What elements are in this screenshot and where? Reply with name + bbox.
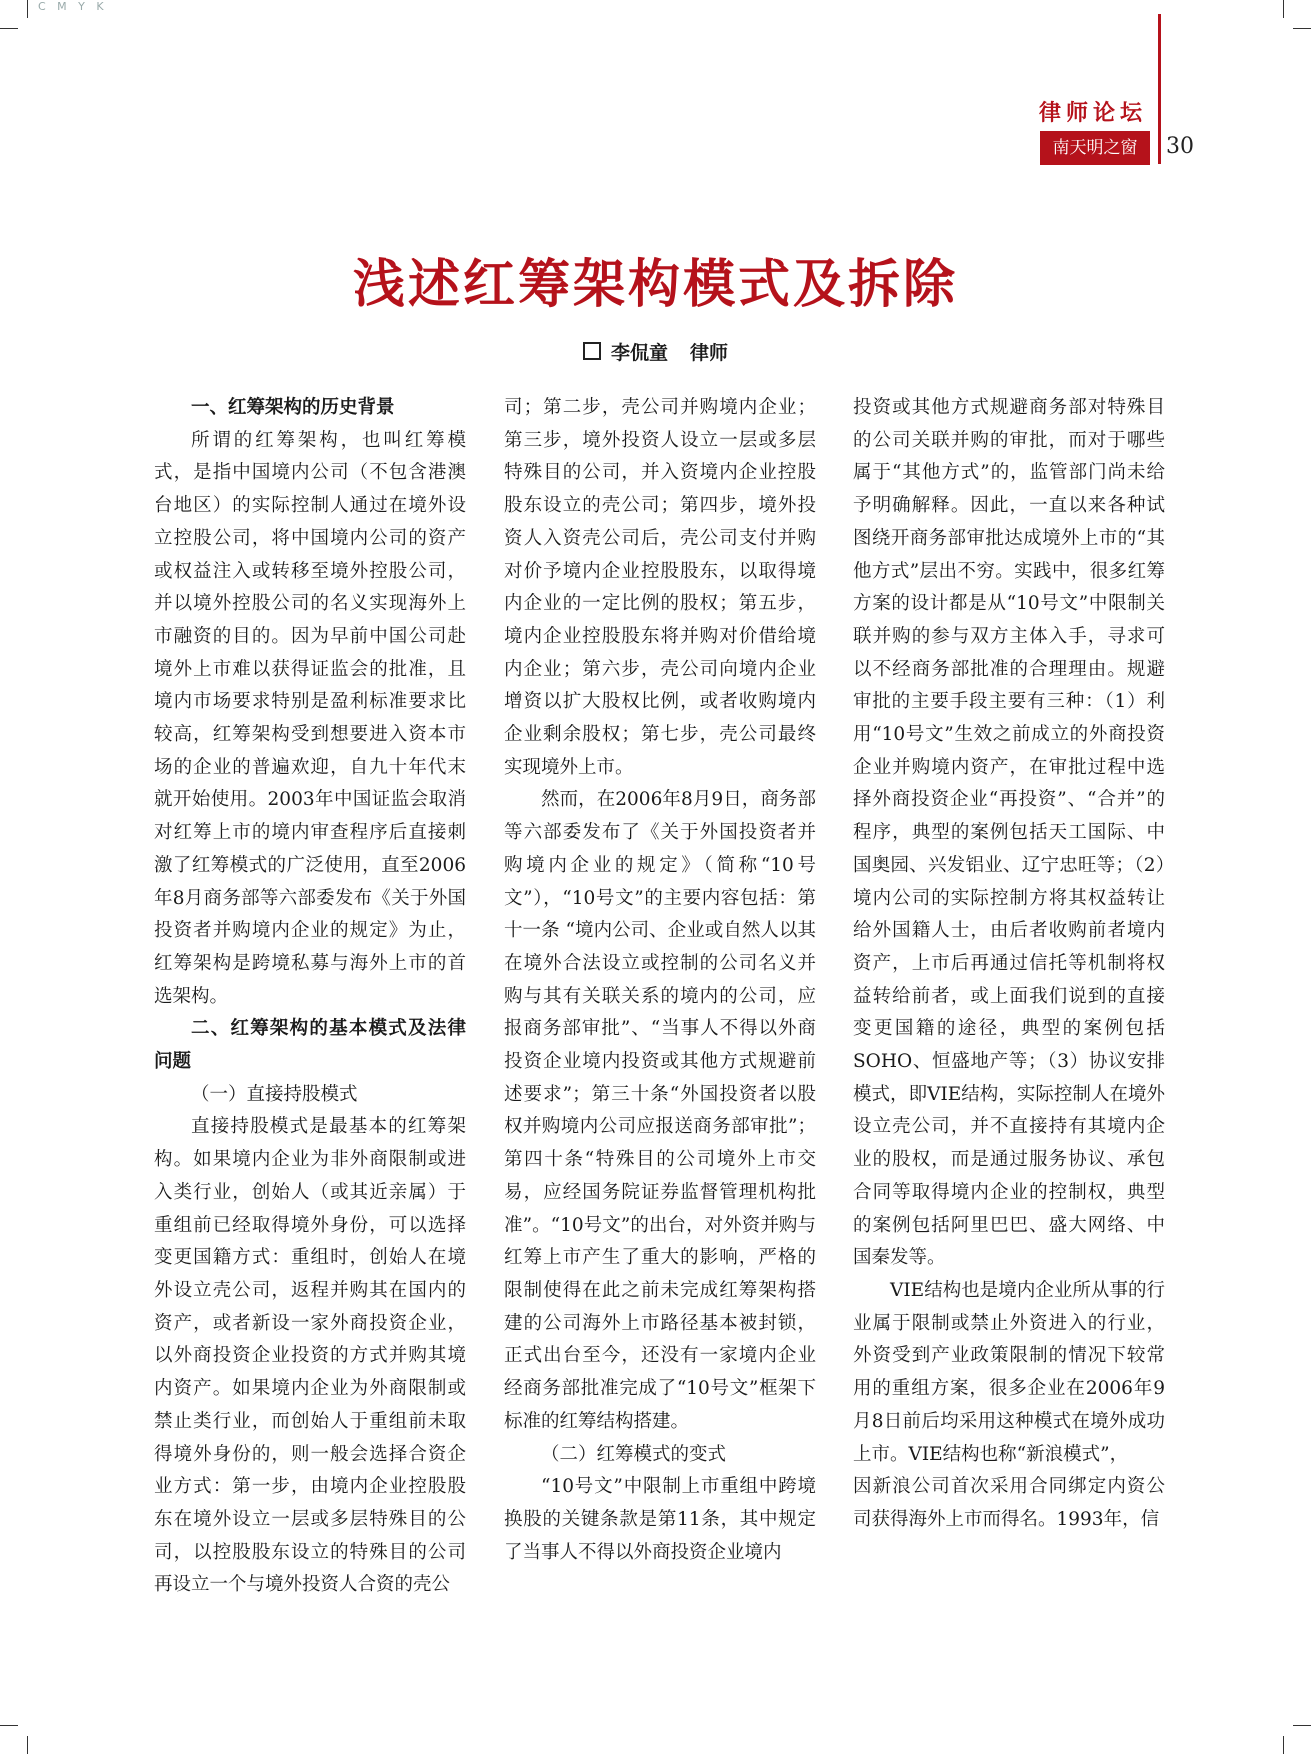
header-rule bbox=[1158, 14, 1161, 164]
cmyk-registration-label: C M Y K bbox=[38, 0, 108, 13]
crop-mark bbox=[27, 0, 28, 18]
text-column-2 bbox=[504, 392, 816, 1569]
crop-mark bbox=[27, 1736, 28, 1754]
column-tag: 南天明之窗 bbox=[1040, 131, 1150, 165]
paragraph: VIE结构也是境内企业所从事的行业属于限制或禁止外资进入的行业，外资受到产业政策限制的情况下较常用的重组方案，很多企业在2006年9月8日前后均采用这种模式在境外成功上市。VIE结构也称“新浪模式”， bbox=[853, 1279, 1165, 1465]
paragraph: “10号文”中限制上市重组中跨境换股的关键条款是第11条，其中规定了当事人不得以外商投资企业境内 bbox=[504, 1476, 816, 1563]
crop-mark bbox=[1293, 1725, 1311, 1726]
paragraph-continued: 司；第二步，壳公司并购境内企业；第三步，境外投资人设立一层或多层特殊目的公司，并入资境内企业控股股东设立的壳公司；第四步，境外投资人入资壳公司后，壳公司支付并购对价予境内企业控股股东，以取得境内企业的一定比例的股权；第五步，境内企业控股股东将并购对价借给境内企业；第六步，壳公司向境内企业增资以扩大股权比例，或者收购境内企业剩余股权；第七步，壳公司最终实现境外上市。 bbox=[504, 397, 816, 778]
crop-mark bbox=[0, 28, 18, 29]
crop-mark bbox=[1293, 28, 1311, 29]
page-number: 30 bbox=[1166, 134, 1194, 159]
article-title: 浅述红筹架构模式及拆除 bbox=[352, 255, 958, 315]
subsection-heading: （二）红筹模式的变式 bbox=[541, 1443, 727, 1465]
author-name: 李侃童 bbox=[610, 342, 668, 364]
paragraph: 所谓的红筹架构，也叫红筹模式，是指中国境内公司（不包含港澳台地区）的实际控制人通过在境外设立控股公司，将中国境内公司的资产或权益注入或转移至境外控股公司，并以境外控股公司的名义实现海外上市融资的目的。因为早前中国公司赴境外上市难以获得证监会的批准，且境内市场要求特别是盈利标准要求比较高，红筹架构受到想要进入资本市场的企业的普遍欢迎，自九十年代末就开始使用。2003年中国证监会取消对红筹上市的境内审查程序后直接刺激了红筹模式的广泛使用，直至2006年8月商务部等六部委发布《关于外国投资者并购境内企业的规定》为止，红筹架构是跨境私募与海外上市的首选架构。 bbox=[154, 429, 466, 1007]
crop-mark bbox=[0, 1725, 18, 1726]
paragraph: 然而，在2006年8月9日，商务部等六部委发布了《关于外国投资者并购境内企业的规定》（简称“10号文”），“10号文”的主要内容包括：第十一条 “境内公司、企业或自然人以其在境外合法设立或控制的公司名义并购与其有关联关系的境内的公司，应报商务部审批”、“当事人不得以外商投资企业境内投资或其他方式规避前述要求”；第三十条“外国投资者以股权并购境内公司应报送商务部审批”；第四十条“特殊目的公司境外上市交易，应经国务院证券监督管理机构批准”。“10号文”的出台，对外资并购与红筹上市产生了重大的影响，严格的限制使得在此之前未完成红筹架构搭建的公司海外上市路径基本被封锁，正式出台至今，还没有一家境内企业经商务部批准完成了“10号文”框架下标准的红筹结构搭建。 bbox=[504, 789, 816, 1432]
square-bullet-icon bbox=[583, 342, 601, 360]
paragraph: 直接持股模式是最基本的红筹架构。如果境内企业为非外商限制或进入类行业，创始人（或其近亲属）于重组前已经取得境外身份，可以选择变更国籍方式：重组时，创始人在境外设立壳公司，返程并购其在国内的资产，或者新设一家外商投资企业，以外商投资企业投资的方式并购其境内资产。如果境内企业为外商限制或禁止类行业，而创始人于重组前未取得境外身份的，则一般会选择合资企业方式：第一步，由境内企业控股股东在境外设立一层或多层特殊目的公司，以控股股东设立的特殊目的公司再设立一个与境外投资人合资的壳公 bbox=[154, 1116, 466, 1596]
crop-mark bbox=[1283, 0, 1284, 18]
subsection-heading: （一）直接持股模式 bbox=[191, 1083, 358, 1105]
section-heading: 二、红筹架构的基本模式及法律问题 bbox=[154, 1018, 466, 1073]
author-role: 律师 bbox=[690, 342, 729, 364]
paragraph-continued: 因新浪公司首次采用合同绑定内资公司获得海外上市而得名。1993年，信 bbox=[853, 1476, 1165, 1530]
text-column-1 bbox=[154, 392, 466, 1602]
crop-mark bbox=[1283, 1736, 1284, 1754]
text-column-3 bbox=[853, 392, 1165, 1537]
section-heading: 一、红筹架构的历史背景 bbox=[191, 397, 395, 418]
section-title: 律师论坛 bbox=[1038, 101, 1147, 126]
paragraph-continued: 投资或其他方式规避商务部对特殊目的公司关联并购的审批，而对于哪些属于“其他方式”的，监管部门尚未给予明确解释。因此，一直以来各种试图绕开商务部审批达成境外上市的“其他方式”层出不穷。实践中，很多红筹方案的设计都是从“10号文”中限制关联并购的参与双方主体入手，寻求可以不经商务部批准的合理理由。规避审批的主要手段主要有三种：（1）利用“10号文”生效之前成立的外商投资企业并购境内资产，在审批过程中选择外商投资企业“再投资”、“合并”的程序，典型的案例包括天工国际、中国奥园、兴发铝业、辽宁忠旺等；（2）境内公司的实际控制方将其权益转让给外国籍人士，由后者收购前者境内资产，上市后再通过信托等机制将权益转给前者，或上面我们说到的直接变更国籍的途径，典型的案例包括SOHO、恒盛地产等；（3）协议安排模式，即VIE结构，实际控制人在境外设立壳公司，并不直接持有其境内企业的股权，而是通过服务协议、承包合同等取得境内企业的控制权，典型的案例包括阿里巴巴、盛大网络、中国秦发等。 bbox=[853, 397, 1165, 1269]
byline bbox=[0, 338, 1311, 365]
